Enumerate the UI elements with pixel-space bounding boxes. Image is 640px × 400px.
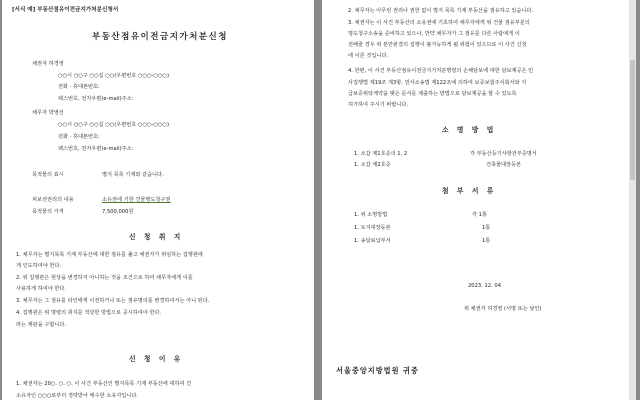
purpose-line: 1. 채무자는 별지목록 기재 부동산에 대한 점유를 풀고 채권자가 위임하는 집행관에 bbox=[16, 252, 203, 258]
body-line: 허가하여 주시기 바랍니다. bbox=[348, 102, 409, 108]
section-attachments-heading: 첨 부 서 류 bbox=[442, 187, 497, 195]
document-page-2 bbox=[322, 0, 636, 400]
attachment-count: 1통 bbox=[482, 238, 491, 244]
evidence-code: 1. 소갑 제1호증의 1, 2 bbox=[354, 151, 408, 157]
debtor-address: ○○시 ○○구 ○○길 ○○(우편번호 ○○○-○○○) bbox=[58, 122, 169, 128]
document-page-1 bbox=[2, 0, 314, 400]
right-label: 피보전권리의 내용 bbox=[32, 197, 74, 203]
creditor-address: ○○시 ○○구 ○○길 ○○(우편번호 ○○○-○○○) bbox=[58, 73, 169, 79]
body-line: 사집행법 제19조 제3항, 민사소송법 제122조에 의하여 보증보험주식회사와 지 bbox=[348, 80, 527, 86]
document-title: 부동산점유이전금지가처분신청 bbox=[92, 32, 228, 42]
section-purpose-heading: 신 청 취 지 bbox=[129, 233, 184, 241]
target-label: 목적물의 표시 bbox=[32, 172, 64, 178]
signer-line: 위 채권자 허경영 (서명 또는 날인) bbox=[464, 306, 542, 312]
evidence-code: 1. 소갑 제2호증 bbox=[354, 162, 391, 168]
right-value: 소유권에 기한 건물명도청구권 bbox=[102, 197, 171, 203]
attachment-name: 1. 위 소명방법 bbox=[354, 212, 388, 218]
court-addressee: 서울중앙지방법원 귀중 bbox=[336, 366, 419, 375]
target-value: 별지 목록 기재와 같습니다. bbox=[102, 172, 164, 178]
filing-date: 2023. 12. 04 bbox=[468, 283, 501, 289]
debtor-fax: 팩스번호, 전자우편(e-mail)주소: bbox=[58, 146, 134, 152]
attachment-name: 1. 송달료납부서 bbox=[354, 238, 391, 244]
creditor-phone: 전화 · 휴대폰번호: bbox=[58, 84, 100, 90]
body-line: 급보증위탁계약을 맺은 문서를 제출하는 방법으로 담보제공을 할 수 있도록 bbox=[348, 91, 517, 97]
body-line: 3. 채권자는 이 사건 부동산의 소유권에 기초하여 채무자에게 위 건물 점유부분의 bbox=[348, 20, 530, 26]
creditor-label: 채권자 허경영 bbox=[32, 61, 64, 67]
reason-line: 1. 채권자는 20○. ○. ○. 이 사건 부동산인 별지목록 기재 부동산에 대하여 건 bbox=[16, 381, 192, 387]
purpose-line: 사용하게 하여야 한다. bbox=[16, 286, 67, 292]
reason-line: 소유자인 ○○○로부터 경락받아 매수한 소유자입니다. bbox=[16, 393, 139, 399]
section-reason-heading: 신 청 이 유 bbox=[129, 355, 184, 363]
debtor-label: 채무자 박영선 bbox=[32, 110, 64, 116]
body-line: 전해줄 경우 위 본안판결의 집행이 불가능하게 될 위험이 있으므로 이 사건 신청 bbox=[348, 42, 527, 48]
purpose-line: 4. 집행관은 위 명령의 취지를 적당한 방법으로 공시하여야 한다. bbox=[16, 310, 162, 316]
vertical-scrollbar[interactable] bbox=[629, 0, 636, 400]
body-line: 에 이른 것입니다. bbox=[348, 53, 389, 59]
purpose-line: 3. 채무자는 그 점유를 타인에게 이전하거나 또는 점유명의를 변경하여서는 아니 된다. bbox=[16, 298, 210, 304]
creditor-fax: 팩스번호, 전자우편(e-mail)주소: bbox=[58, 96, 134, 102]
debtor-phone: 전화 · 휴대폰번호: bbox=[58, 134, 100, 140]
purpose-closing: 라는 재판을 구합니다. bbox=[16, 322, 67, 328]
attachment-count: 각 1통 bbox=[472, 212, 487, 218]
scrollbar-thumb[interactable] bbox=[630, 60, 635, 180]
purpose-line: 게 인도하여야 한다. bbox=[16, 263, 62, 269]
evidence-desc: 각 부동산등기사항전부증명서 bbox=[470, 151, 537, 157]
body-line: 2. 채무자는 아무런 권리나 권한 없이 별지 목록 기재 부동산을 점유하고 있습니다. bbox=[348, 8, 534, 14]
price-label: 목적물의 가격 bbox=[32, 209, 64, 215]
body-line: 4. 한편, 이 사건 부동산점유이전금지가처분명령의 손해담보에 대한 담보제공은 민 bbox=[348, 68, 534, 74]
form-label: [서식 예] 부동산점유이전금지가처분신청서 bbox=[12, 7, 119, 13]
body-line: 명도청구소송을 준비하고 있으나, 만약 채무자가 그 점유를 다른 사람에게 이 bbox=[348, 31, 520, 37]
evidence-desc: 건축물대장등본 bbox=[486, 162, 522, 168]
section-evidence-heading: 소 명 방 법 bbox=[442, 126, 497, 134]
attachment-name: 1. 토지대장등본 bbox=[354, 225, 391, 231]
purpose-line: 2. 위 집행관은 현상을 변경하지 아니하는 것을 조건으로 하여 채무자에게 이를 bbox=[16, 275, 193, 281]
attachment-count: 1통 bbox=[482, 225, 491, 231]
price-value: 7,500,000원 bbox=[102, 209, 134, 215]
